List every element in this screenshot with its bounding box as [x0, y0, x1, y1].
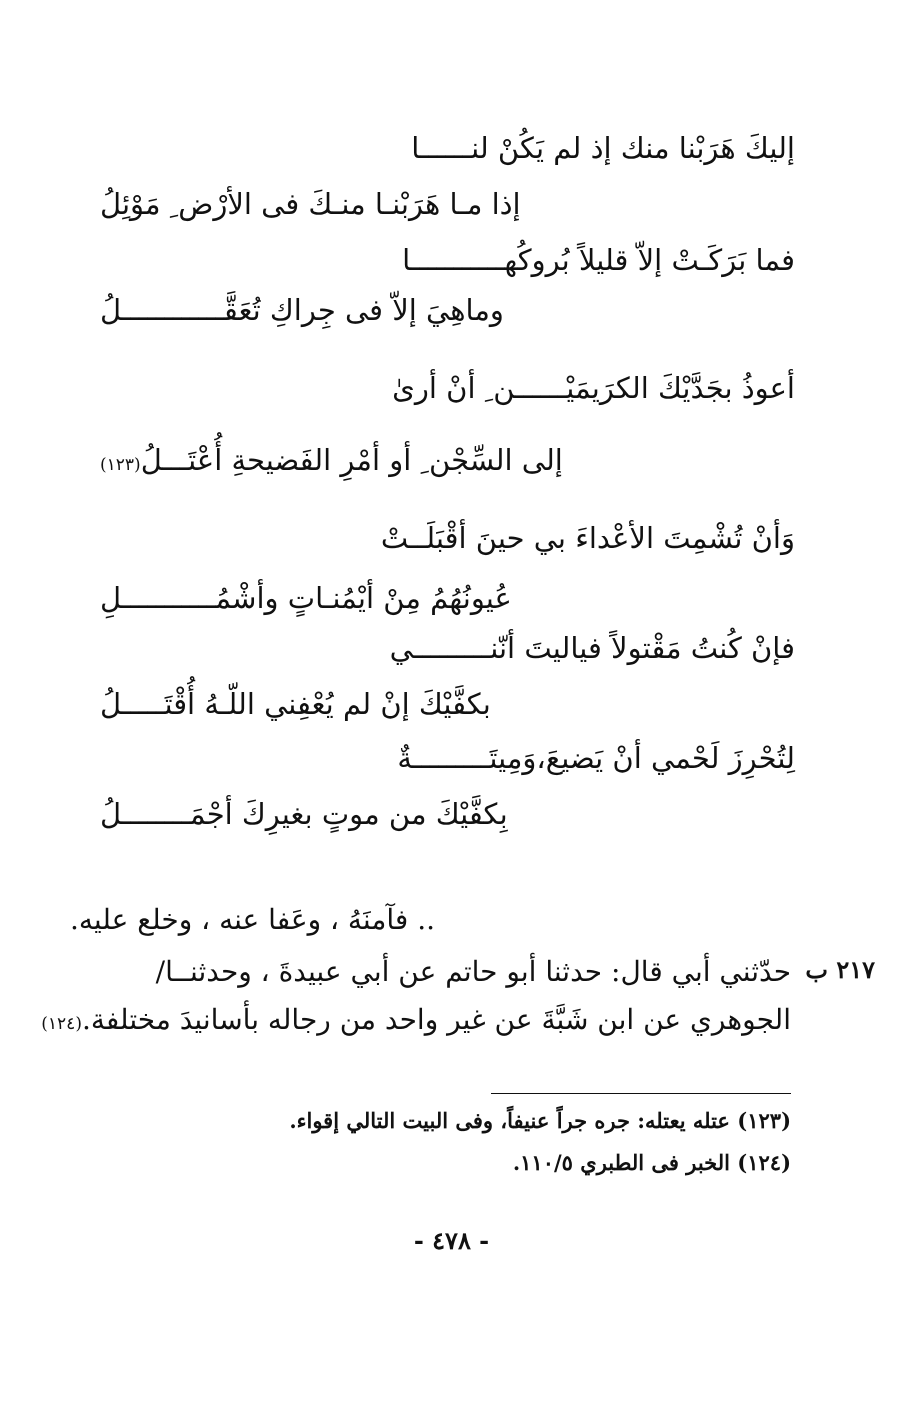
poem-line: فما بَرَكَـتْ إلاّ قليلاً بُروكُهـــــــــــا: [402, 243, 795, 277]
poem-line-text: بِكفَّيْكَ من موتٍ بغيرِكَ أجْمَــــــــلُ: [100, 797, 508, 831]
footnote-number: (١٢٣): [737, 1108, 791, 1133]
poem-line-text: عُيونُهُمُ مِنْ أيْمُنـاتٍ وأشْمُـــــــــــلِ: [100, 581, 512, 615]
manuscript-folio-note: ٢١٧ ب: [805, 955, 875, 984]
footnote-text: عتله يعتله: جره جراً عنيفاً، وفى البيت التالي إقواء.: [289, 1108, 730, 1133]
poem-line: لِتُحْرِزَ لَحْمي أنْ يَضيعَ،وَمِيتَـــــــــةٌ: [397, 741, 795, 775]
prose-line-text: الجوهري عن ابن شَبَّةَ عن غير واحد من رجاله بأسانيدَ مختلفة.: [81, 1003, 791, 1036]
poem-line: [100, 184, 521, 224]
footnote-ref: (١٢٤): [41, 1014, 82, 1034]
footnote: [513, 1150, 791, 1175]
footnote-number: (١٢٤): [737, 1150, 791, 1175]
poem-line: [100, 290, 504, 330]
poem-line-text: [100, 443, 563, 477]
footnote-divider: [491, 1093, 791, 1094]
poem-line: [100, 684, 491, 724]
poem-line: وَأنْ تُشْمِتَ الأعْداءَ بي حينَ أقْبَلَــتْ: [380, 521, 795, 555]
footnote-text: الخبر فى الطبري ١١٠/٥.: [512, 1150, 730, 1175]
prose-line: حدّثني أبي قال: حدثنا أبو حاتم عن أبي عبيدةَ ، وحدثنــا/: [155, 955, 791, 988]
footnote: [289, 1108, 791, 1133]
poem-line: فإنْ كُنتُ مَقْتولاً فياليتَ أنّنـــــــــي: [389, 631, 795, 665]
poem-line: [100, 440, 563, 485]
poem-line: [100, 794, 508, 834]
footnote-ref: (١٢٣): [100, 455, 141, 475]
page-number: - ٤٧٨ -: [413, 1226, 490, 1255]
poem-line-text: إلى السِّجْن ِ أو أمْرِ الفَضيحةِ أُعْتَـــلُ: [140, 443, 563, 477]
prose-line: [41, 1000, 791, 1044]
prose-line: .. فآمنَهُ ، وعَفا عنه ، وخلع عليه.: [70, 903, 435, 936]
poem-line-text: بكفَّيْكَ إنْ لم يُعْفِني اللّـهُ أُقْتَـــــلُ: [100, 687, 491, 721]
poem-line: أعوذُ بجَدَّيْكَ الكرَيمَيْــــــن ِ أنْ أرىٰ: [392, 371, 795, 405]
poem-line-text: وماهِيَ إلاّ فى جِراكِ تُعَقَّــــــــــــلُ: [100, 293, 504, 327]
poem-line: إليكَ هَرَبْنا منك إذ لم يَكُنْ لنــــــا: [411, 131, 795, 165]
poem-line-text: إذا مـا هَرَبْنـا منـكَ فى الأرْض ِ مَوْئِلُ: [100, 187, 521, 221]
poem-line: [100, 578, 512, 618]
